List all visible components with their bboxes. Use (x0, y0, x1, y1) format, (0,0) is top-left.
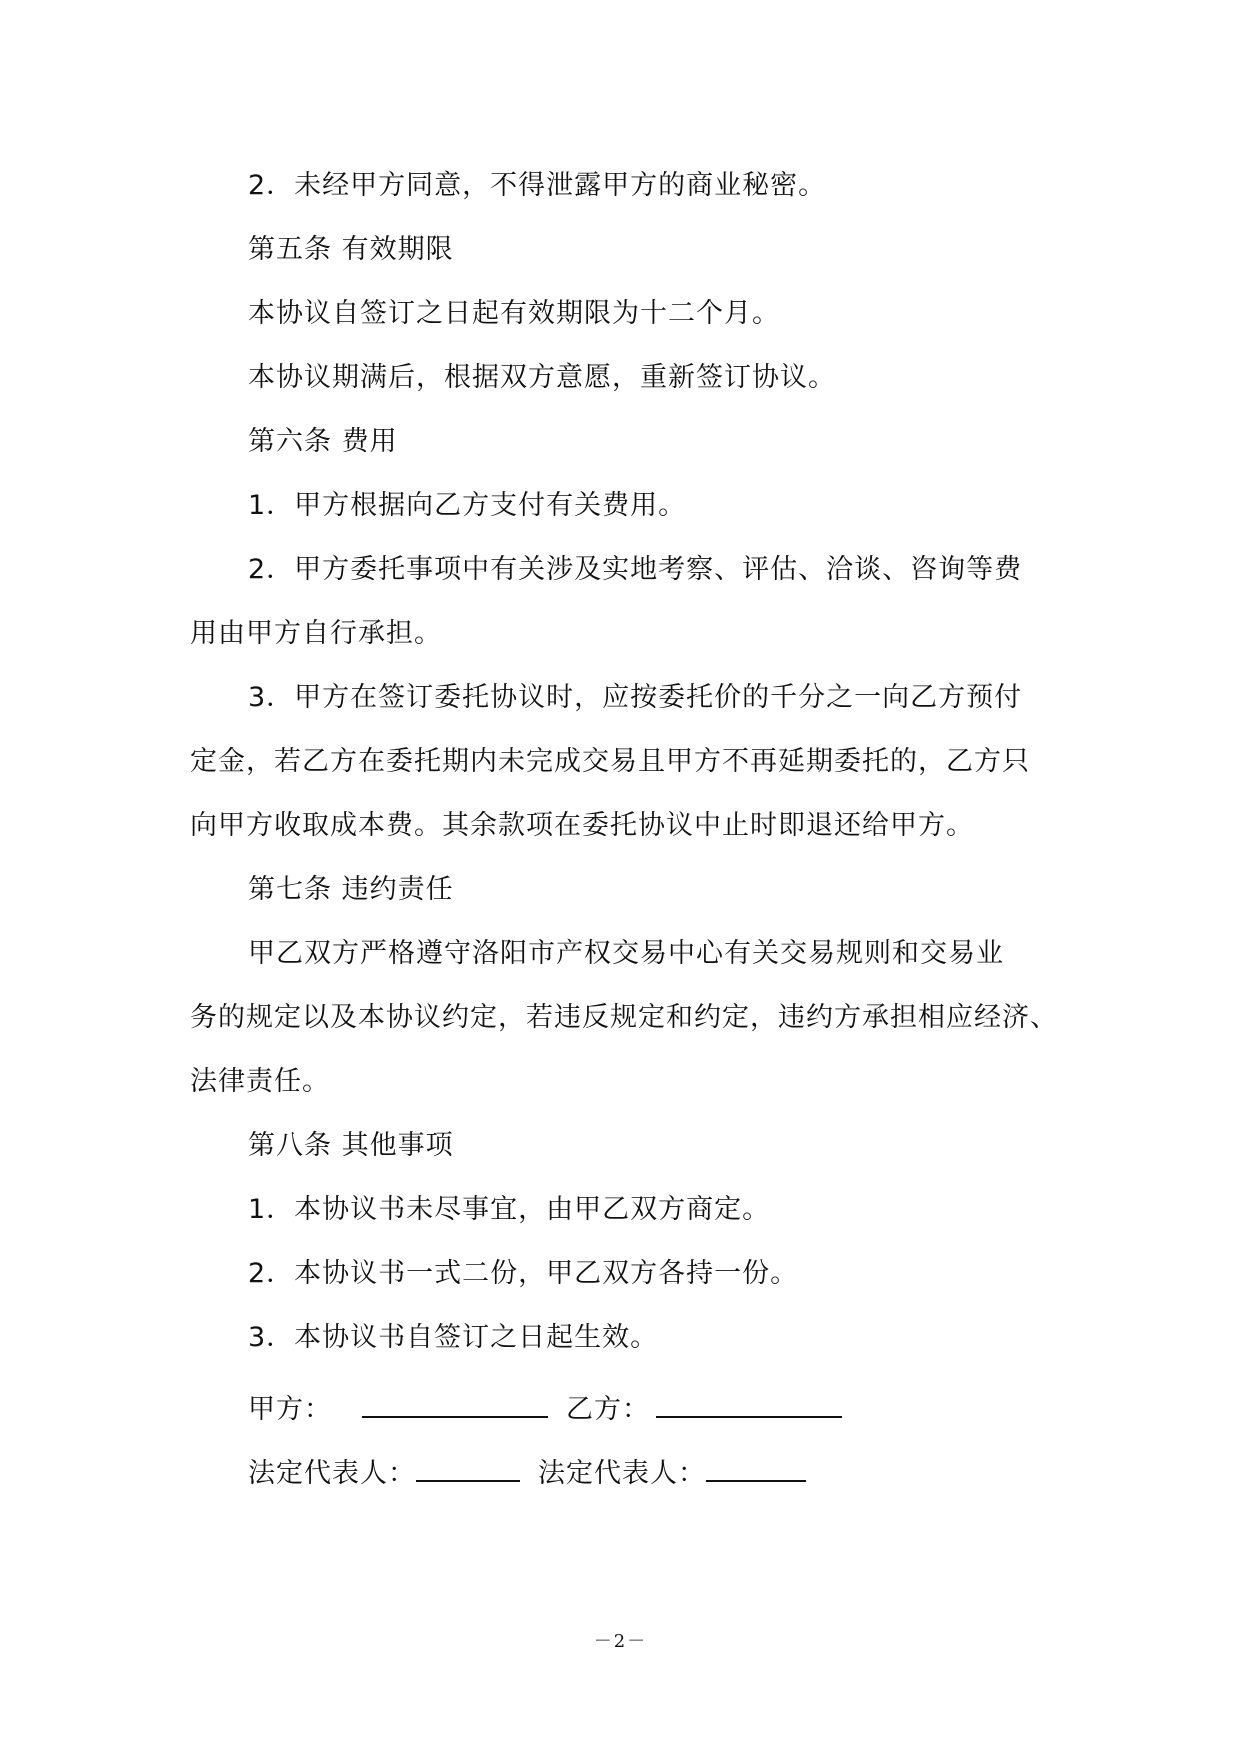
clause-line: 向甲方收取成本费。其余款项在委托协议中止时即退还给甲方。 (190, 810, 974, 841)
party-b-label: 乙方： (566, 1394, 650, 1425)
clause-line: 法律责任。 (190, 1066, 330, 1097)
rep-a-signature-line (416, 1452, 520, 1482)
party-a-signature-line (362, 1388, 548, 1418)
clause-line: 2．未经甲方同意，不得泄露甲方的商业秘密。 (248, 170, 827, 201)
section-heading: 第六条 费用 (248, 426, 398, 457)
clause-line: 用由甲方自行承担。 (190, 618, 442, 649)
clause-line: 定金，若乙方在委托期内未完成交易且甲方不再延期委托的，乙方只 (190, 746, 1030, 777)
section-heading: 第八条 其他事项 (248, 1130, 454, 1161)
clause-line: 甲乙双方严格遵守洛阳市产权交易中心有关交易规则和交易业 (248, 938, 1004, 969)
rep-b-label: 法定代表人： (538, 1458, 706, 1489)
rep-a-label: 法定代表人： (248, 1458, 416, 1489)
clause-line: 3．本协议书自签订之日起生效。 (248, 1322, 659, 1353)
rep-b-signature-line (706, 1452, 806, 1482)
section-heading: 第五条 有效期限 (248, 234, 454, 265)
clause-line: 3．甲方在签订委托协议时，应按委托价的千分之一向乙方预付 (248, 682, 1023, 713)
signature-row-parties (248, 1388, 842, 1430)
clause-line: 1．甲方根据向乙方支付有关费用。 (248, 490, 687, 521)
party-b-signature-line (656, 1388, 842, 1418)
party-a-label: 甲方： (248, 1394, 332, 1425)
section-heading: 第七条 违约责任 (248, 874, 454, 905)
clause-line: 本协议自签订之日起有效期限为十二个月。 (248, 298, 780, 329)
page-number: －2－ (593, 1631, 648, 1652)
clause-line: 本协议期满后，根据双方意愿，重新签订协议。 (248, 362, 836, 393)
signature-row-representatives (248, 1452, 806, 1494)
clause-line: 1．本协议书未尽事宜，由甲乙双方商定。 (248, 1194, 771, 1225)
clause-line: 2．甲方委托事项中有关涉及实地考察、评估、洽谈、咨询等费 (248, 554, 1023, 585)
clause-line: 2．本协议书一式二份，甲乙双方各持一份。 (248, 1258, 799, 1289)
clause-line: 务的规定以及本协议约定，若违反规定和约定，违约方承担相应经济、 (190, 1002, 1058, 1033)
